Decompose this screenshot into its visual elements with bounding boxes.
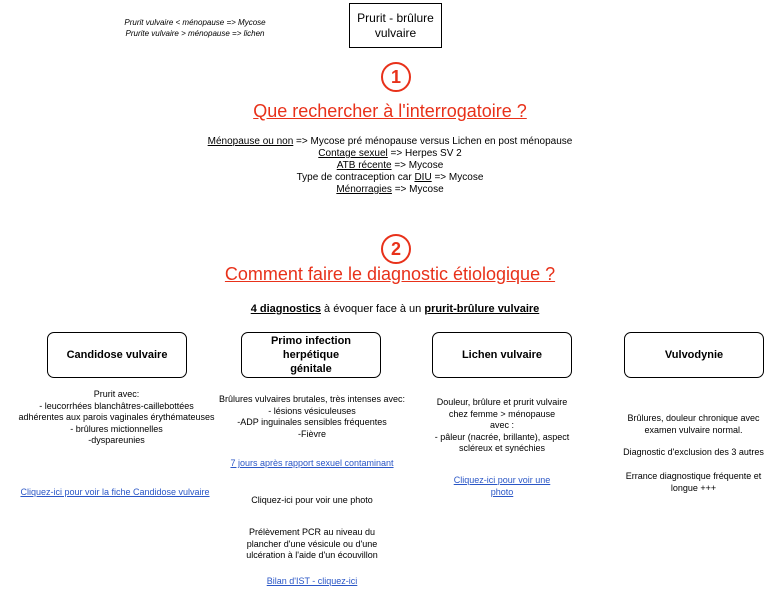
description-line: Douleur, brûlure et prurit vulvaire (436, 397, 568, 407)
step-number: 2 (390, 238, 401, 259)
lichen-description (412, 397, 592, 455)
diagnosis-title: Vulvodynie (664, 349, 724, 361)
description-line: scléreux et synéchies (458, 443, 546, 453)
description-line: - pâleur (nacrée, brillante), aspect (434, 431, 570, 442)
item-key: DIU (414, 172, 432, 183)
diagnosis-box-vulvodynie (624, 332, 764, 378)
description-line: Prurit avec: (93, 389, 140, 399)
step-number: 1 (390, 66, 401, 87)
diagnosis-box-candidose (47, 332, 187, 378)
description-line: - brûlures mictionnelles (70, 423, 163, 434)
intro-target: prurit-brûlure vulvaire (424, 303, 540, 315)
interrogation-item (140, 148, 640, 160)
diagnostics-intro (140, 303, 650, 315)
description-line: adhérentes aux parois vaginales érythémateuses (18, 412, 215, 422)
intro-middle: à évoquer face à un (321, 303, 425, 315)
link-line: Cliquez-ici pour voir une (453, 475, 551, 485)
vulvodynie-description (606, 413, 781, 436)
pcr-line: plancher d'une vésicule ou d'une (246, 538, 378, 549)
description-line: - lésions vésiculeuses (268, 405, 356, 416)
item-key: Contage sexuel (318, 148, 388, 159)
item-key: Ménopause ou non (207, 136, 294, 147)
interrogation-item (140, 184, 640, 196)
diagnosis-title-line: génitale (290, 363, 332, 375)
diagnosis-title: Lichen vulvaire (461, 349, 543, 361)
item-rest: => Mycose (391, 184, 444, 195)
step-2-badge (381, 234, 411, 264)
interrogation-list (140, 136, 640, 196)
interrogation-item (140, 160, 640, 172)
pcr-line: ulcération à l'aide d'un écouvillon (246, 550, 378, 560)
herpes-timing-link[interactable]: 7 jours après rapport sexuel contaminant (230, 458, 394, 468)
description-line: Brûlures vulvaires brutales, très intenses avec: (218, 394, 406, 404)
interrogation-item (140, 136, 640, 148)
item-rest: => Mycose (391, 160, 444, 171)
item-rest: => Mycose (431, 172, 484, 183)
lichen-photo-link[interactable] (412, 474, 592, 498)
description-line: -dyspareunies (88, 435, 145, 445)
diagnosis-title: Candidose vulvaire (66, 349, 168, 361)
candidose-sheet-link[interactable]: Cliquez-ici pour voir la fiche Candidose vulvaire (20, 487, 210, 497)
diagnosis-box-herpes (241, 332, 381, 378)
description-line: -ADP inguinales sensibles fréquentes (237, 417, 387, 427)
vulvodynie-exclusion: Diagnostic d'exclusion des 3 autres (623, 447, 764, 457)
candidose-description (14, 389, 219, 447)
herpes-photo-text[interactable]: Cliquez-ici pour voir une photo (251, 495, 373, 505)
description-line: -Fièvre (297, 428, 326, 439)
ist-checkup-link[interactable]: Bilan d'IST - cliquez-ici (266, 576, 358, 586)
section-1-heading: Que rechercher à l'interrogatoire ? (253, 101, 527, 121)
note-line: Prurite vulvaire > ménopause => lichen (125, 29, 265, 38)
frequency-line: Errance diagnostique fréquente et (625, 471, 762, 481)
diagnosis-title-line: Primo infection herpétique (270, 335, 352, 361)
description-line: Brûlures, douleur chronique avec (627, 413, 760, 423)
item-rest: => Mycose pré ménopause versus Lichen en post ménopause (293, 136, 573, 147)
diagnosis-box-lichen (432, 332, 572, 378)
item-pre: Type de contraception car (296, 172, 415, 183)
item-key: ATB récente (336, 160, 392, 171)
vulvodynie-frequency (606, 471, 781, 494)
menopause-note (105, 17, 285, 39)
section-2-heading: Comment faire le diagnostic étiologique ? (224, 264, 556, 284)
page-title-line: vulvaire (374, 25, 417, 40)
step-1-badge (381, 62, 411, 92)
description-line: - leucorrhées blanchâtres-caillebottées (39, 400, 194, 411)
pcr-line: Prélèvement PCR au niveau du (248, 527, 376, 537)
link-line: photo (490, 487, 514, 497)
description-line: chez femme > ménopause (448, 408, 556, 419)
diagnostics-count: 4 diagnostics (250, 303, 321, 315)
item-key: Ménorragies (336, 184, 392, 195)
note-line: Prurit vulvaire < ménopause => Mycose (124, 18, 266, 27)
page-title-box (349, 3, 442, 48)
description-line: examen vulvaire normal. (644, 424, 743, 435)
frequency-line: longue +++ (670, 482, 717, 493)
item-rest: => Herpes SV 2 (387, 148, 462, 159)
interrogation-item (140, 172, 640, 184)
description-line: avec : (489, 420, 514, 430)
herpes-description (214, 394, 410, 440)
herpes-pcr-text (214, 527, 410, 562)
page-title-line: Prurit - brûlure (357, 10, 434, 25)
